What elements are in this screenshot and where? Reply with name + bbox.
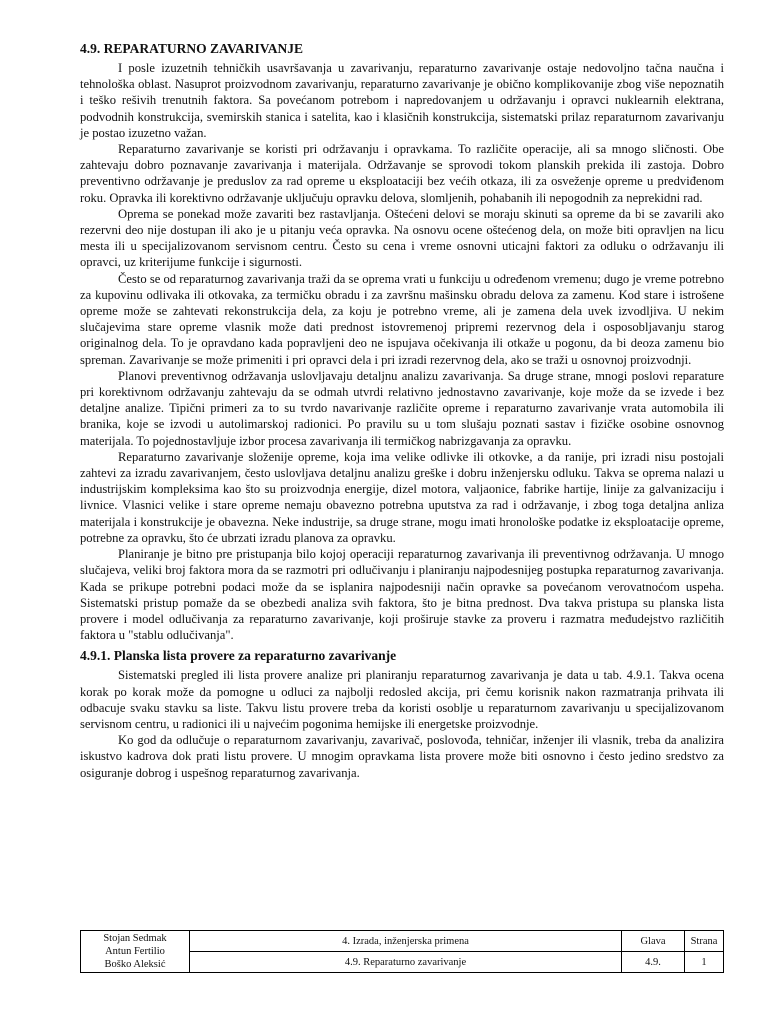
subsection-title: 4.9.1. Planska lista provere za reparaturno zavarivanje — [80, 648, 397, 664]
author-name: Antun Fertilio — [105, 946, 165, 957]
author-name: Boško Aleksić — [104, 959, 166, 970]
footer-section: 4.9. Reparaturno zavarivanje — [190, 952, 622, 973]
author-name: Stojan Sedmak — [103, 933, 167, 944]
footer-chapter: 4. Izrada, inženjerska primena — [190, 931, 622, 952]
paragraph: Često se od reparaturnog zavarivanja traži da se oprema vrati u funkciju u određenom vremenu; dugo je vreme potrebno za kupovinu odlivaka ili otkovaka, za termičku obradu i za završnu mašinsku obradu delova za zamenu. Kod stare i istrošene opreme može se zahtevati rekonstrukcija dela, za koju je potrebno vreme, ali je zamena dela uvek izvodljiva. U nekim slučajevima stare opreme vlasnik može dati prednost istovremenoj pripremi rezervnog dela i osposobljavanju starog originalnog dela. To je opravdano kada popravljeni deo ne ispujava očekivanja ili otkaže u pogonu, da bi deoza zamenu bio spreman. Zavarivanje se može primeniti i pri opravci dela i pri izradi rezervnog dela, ako se traži u osnovnoj proizvodnji. — [80, 271, 724, 367]
paragraph: Reparaturno zavarivanje složenije opreme, koja ima velike odlivke ili otkovke, a da ranije, pri izradi nisu postojali zahtevi za izradu zavarivanjem, često uslovljava detaljnu analizu greške i dobru inženjersku odluku. Takva se oprema nalazi u industrijskim kompleksima kao što su proizvodnja energije, dizel motora, valjaonice, fabrike hartije, linije za galvanizaciju i livnice. Vlasnici velike i stare opreme nemaju obavezno potrebna uputstva za rad i održavanje, i zbog toga detaljna anliza materijala i konstrukcije je obavezna. Neke industrije, sa druge strane, mogu imati hronološke podatke iz eksploatacije opreme, potrebne za opravku, što će ubrzati izradu planova za opravku. — [80, 449, 724, 545]
paragraph: Ko god da odlučuje o reparaturnom zavarivanju, zavarivač, poslovođa, tehničar, inženjer ili vlasnik, treba da analizira iskustvo kadrova dok prati listu provere. U mnogim opravkama lista provere može biti osnovno i često jedino sredstvo za osiguranje dobrog i uspešnog reparaturnog zavarivanja. — [80, 733, 724, 780]
paragraph: Reparaturno zavarivanje se koristi pri održavanju i opravkama. To različite operacije, ali sa mnogo sličnosti. Obe zahtevaju dobro poznavanje zavarivanja i materijala. Održavanje se sprovodi tokom planskih prekida ili zastoja. Dobro preventivno održavanje je preduslov za rad opreme u eksploataciji bez većih otkaza, ili za osveženje opreme u predviđenom roku. Opravka ili korektivno održavanje uključuju opravku delova, slomljenih, pohabanih ili nepogodnih za neprekidni rad. — [80, 142, 724, 205]
footer-glava-label: Glava — [622, 931, 685, 952]
page-content — [80, 40, 724, 781]
footer-authors — [81, 931, 190, 973]
paragraph: Sistematski pregled ili lista provere analize pri planiranju reparaturnog zavarivanja je data u tab. 4.9.1. Takva ocena korak po korak može da pomogne u odluci za najbolji redosled akcija, pri čemu korisnik nakon razmatranja prihvata ili odbacuje svaku stavku sa liste. Takvu listu provere treba da koristi osoblje u reparaturnom zavarivanju u specijalizovanom servisnom centru, u radionici ili u najvećim pogonima hemijske ili energetske proizvodnje. — [80, 668, 724, 731]
paragraph: Planiranje je bitno pre pristupanja bilo kojoj operaciji reparaturnog zavarivanja ili preventivnog održavanja. U mnogo slučajeva, veliki broj faktora mora da se razmotri pri odlučivanju i planiranju najpodesnijeg postupka reparaturnog zavarivanja. Kada se prikupe potrebni podaci može da se isplanira najpodesniji način opravke sa povećanom verovatnoćom uspeha. Sistematski pristup pomaže da se obezbedi analiza svih faktora, što je bitna prednost. Dva takva pristupa su planska lista provere i model odlučivanja za reparaturno zavarivanje, koji proširuje stavke za proveru i razmatra međudejstvo različitih faktora u "stablu odlučivanja". — [80, 547, 724, 643]
paragraph: Oprema se ponekad može zavariti bez rastavljanja. Oštećeni delovi se moraju skinuti sa opreme da bi se zavarili ako rezervni deo nije dostupan ili ako je u pitanju veća opravka. Na osnovu ocene oštećenog dela, on može biti opravljen na licu mesta ili u specijalizovanom servisnom centru. Često su cena i vreme osnovni uticajni faktori za odluku o održavanju ili opravci, uz kriterijume funkcije i sigurnosti. — [80, 206, 724, 270]
section-title: 4.9. REPARATURNO ZAVARIVANJE — [80, 41, 304, 56]
footer-page-number: 1 — [685, 952, 724, 973]
footer-glava-value: 4.9. — [622, 952, 685, 973]
page-footer-table — [80, 930, 724, 973]
paragraph: Planovi preventivnog održavanja uslovljavaju detaljnu analizu zavarivanja. Sa druge strane, mnogi poslovi reparature pri korektivnom održavanju zahtevaju da se odmah utvrdi relativno jednostavno zavarivanje, koje može da se izvede i bez detaljne analize. Tipični primeri za to su tvrdo navarivanje različite opreme i reparaturno zavarivanje vrata automobila ili branika, koje se izvodi u autolimarskoj radionici. Po pravilu su u tom slušaju poznati sastav i fizičke osobine osnovnog materijala. To pojednostavljuje izbor procesa zavarivanja ili termičkog nabrizgavanja za opravku. — [80, 368, 724, 448]
paragraph: I posle izuzetnih tehničkih usavršavanja u zavarivanju, reparaturno zavarivanje ostaje nedovoljno tačna naučna i tehnološka oblast. Nasuprot proizvodnom zavarivanju, reparaturno zavarivanje je obično komplikovanije zbog više nepoznatih i teško rešivih trenutnih faktora. Sa povećanom potrebom i napredovanjem u održavanju i opravci nuklearnih elektrana, podvodnih konstrukcija, svemirskih stanica i satelita, kao i klasičnih konstrukcija, sistematski prilaz reparaturnom zavarivanju je postao izuzetno važan. — [80, 61, 724, 140]
footer-strana-label: Strana — [685, 931, 724, 952]
